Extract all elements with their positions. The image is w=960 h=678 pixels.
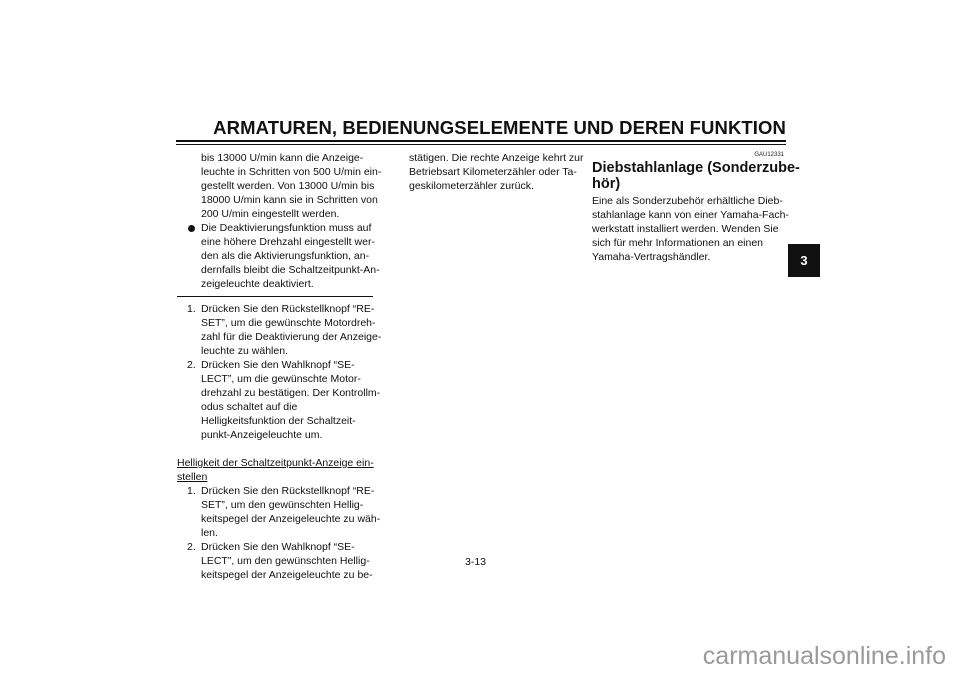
text-line: keitspegel der Anzeigeleuchte zu be- bbox=[201, 569, 373, 581]
text-line: drehzahl zu bestätigen. Der Kontrollm- bbox=[201, 387, 381, 399]
step-number: 2. bbox=[187, 541, 196, 553]
page-header-title: ARMATUREN, BEDIENUNGSELEMENTE UND DEREN FUNKTION bbox=[213, 117, 786, 138]
section-body bbox=[592, 194, 789, 264]
page-number: 3-13 bbox=[465, 556, 487, 568]
text-line: LECT”, um die gewünschte Motor- bbox=[201, 373, 361, 385]
left-column bbox=[177, 151, 382, 582]
text-line: Drücken Sie den Wahlknopf “SE- bbox=[201, 359, 355, 371]
text-line: gestellt werden. Von 13000 U/min bis bbox=[201, 180, 375, 192]
step-item bbox=[177, 540, 373, 554]
step-number: 1. bbox=[187, 485, 196, 497]
brightness-subheading bbox=[177, 456, 373, 484]
text-line: odus schaltet auf die bbox=[201, 401, 298, 413]
header-rule bbox=[176, 140, 786, 142]
text-line: zeigeleuchte deaktiviert. bbox=[201, 278, 314, 290]
text-line: Helligkeitsfunktion der Schaltzeit- bbox=[201, 415, 356, 427]
text-line: bis 13000 U/min kann die Anzeige- bbox=[201, 152, 364, 164]
step-item bbox=[177, 302, 373, 316]
text-line: sich für mehr Informationen an einen bbox=[592, 237, 764, 249]
text-line: werkstatt installiert werden. Wenden Sie bbox=[592, 223, 779, 235]
heading-line: hör) bbox=[592, 176, 621, 192]
text-line: SET”, um die gewünschte Motordreh- bbox=[201, 317, 376, 329]
text-line: zahl für die Deaktivierung der Anzeige- bbox=[201, 331, 382, 343]
header-rule-thin bbox=[176, 144, 786, 145]
section-heading bbox=[592, 160, 800, 192]
text-line: leuchte zu wählen. bbox=[201, 345, 288, 357]
note-divider bbox=[177, 296, 373, 297]
text-line: punkt-Anzeigeleuchte um. bbox=[201, 429, 323, 441]
bullet-first-line bbox=[177, 221, 373, 235]
heading-line: Diebstahlanlage (Sonderzube- bbox=[592, 160, 800, 176]
bullet-dot-icon bbox=[188, 225, 195, 232]
subheading-line: Helligkeit der Schaltzeitpunkt-Anzeige ein- bbox=[177, 457, 374, 469]
text-line: Die Deaktivierungsfunktion muss auf bbox=[201, 222, 372, 234]
section-tab: 3 bbox=[788, 244, 820, 277]
text-line: Eine als Sonderzubehör erhältliche Dieb- bbox=[592, 195, 783, 207]
text-line: 18000 U/min kann sie in Schritten von bbox=[201, 194, 378, 206]
text-line: len. bbox=[201, 527, 218, 539]
subheading-line: stellen bbox=[177, 471, 208, 483]
step-item bbox=[177, 484, 373, 498]
steps-brightness bbox=[177, 484, 381, 582]
step-item bbox=[177, 358, 373, 372]
reference-code: GAU12331 bbox=[754, 152, 784, 158]
text-line: eine höhere Drehzahl eingestellt wer- bbox=[201, 236, 375, 248]
text-line: stätigen. Die rechte Anzeige kehrt zur bbox=[409, 152, 584, 164]
text-line: Drücken Sie den Wahlknopf “SE- bbox=[201, 541, 355, 553]
bullet-item bbox=[177, 221, 380, 291]
text-line: 200 U/min eingestellt werden. bbox=[201, 208, 340, 220]
text-line: Drücken Sie den Rückstellknopf “RE- bbox=[201, 303, 375, 315]
text-line: keitspegel der Anzeigeleuchte zu wäh- bbox=[201, 513, 381, 525]
text-line: Drücken Sie den Rückstellknopf “RE- bbox=[201, 485, 375, 497]
text-line: Yamaha-Vertragshändler. bbox=[592, 251, 711, 263]
text-line: stahlanlage kann von einer Yamaha-Fach- bbox=[592, 209, 789, 221]
text-line: Betriebsart Kilometerzähler oder Ta- bbox=[409, 166, 577, 178]
steps-deactivation bbox=[177, 302, 382, 442]
text-line: geskilometerzähler zurück. bbox=[409, 180, 534, 192]
text-line: dernfalls bleibt die Schaltzeitpunkt-An- bbox=[201, 264, 380, 276]
right-column bbox=[592, 151, 800, 264]
text-line: leuchte in Schritten von 500 U/min ein- bbox=[201, 166, 382, 178]
watermark-text: carmanualsonline.info bbox=[702, 642, 946, 670]
text-line: den als die Aktivierungsfunktion, an- bbox=[201, 250, 370, 262]
step-number: 2. bbox=[187, 359, 196, 371]
text-line: SET”, um den gewünschten Hellig- bbox=[201, 499, 364, 511]
text-line: LECT”, um den gewünschten Hellig- bbox=[201, 555, 370, 567]
middle-column bbox=[409, 151, 584, 193]
intro-paragraph bbox=[177, 151, 382, 221]
step-number: 1. bbox=[187, 303, 196, 315]
